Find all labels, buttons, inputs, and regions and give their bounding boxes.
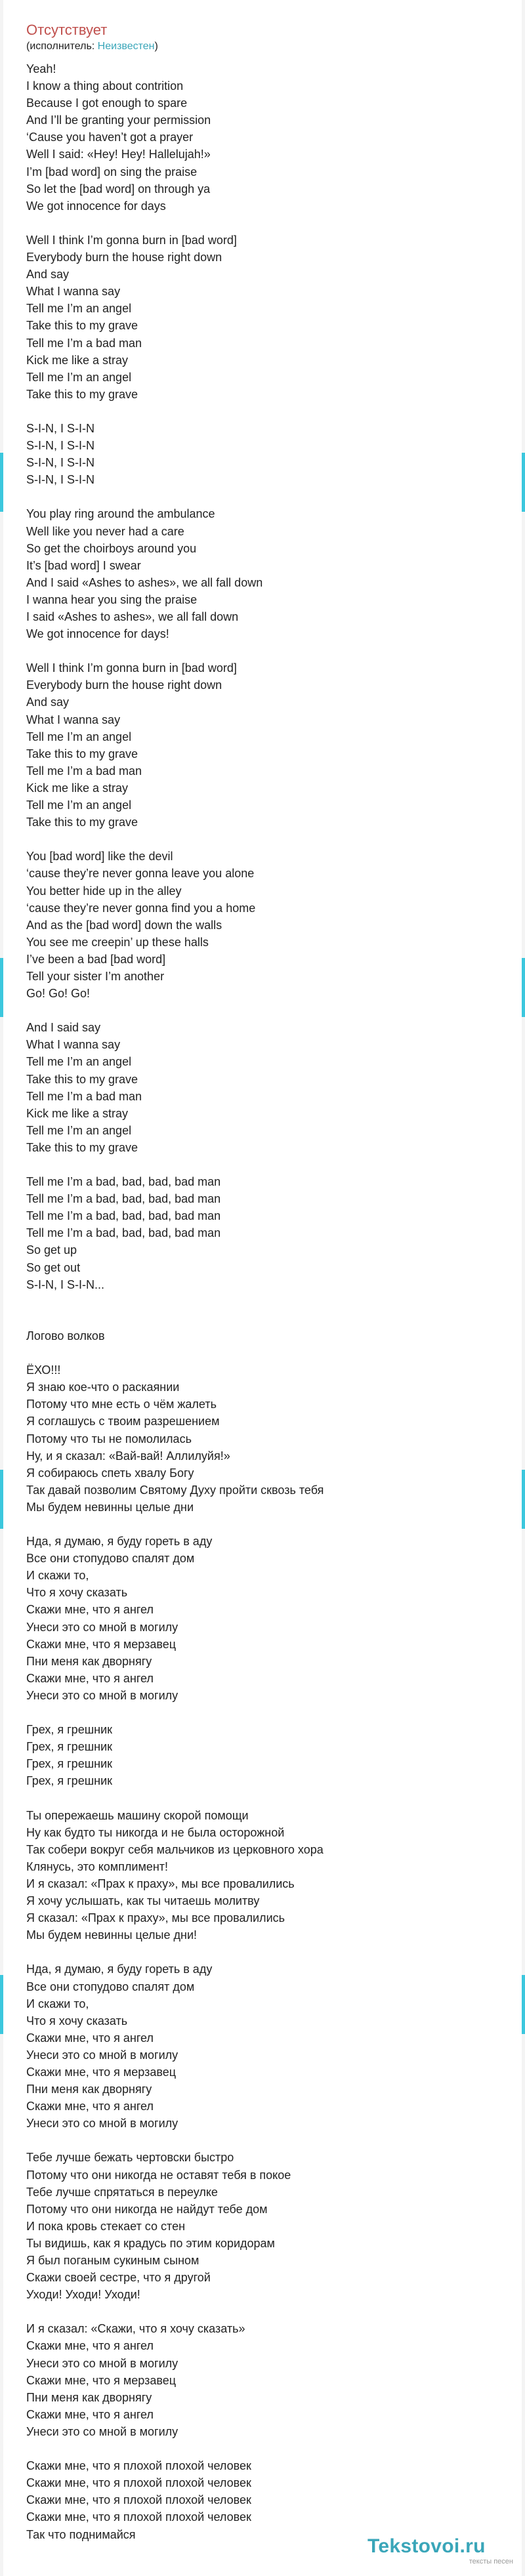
lyrics-text [26,60,486,2543]
lyric-line: Я знаю кое-что о раскаянии [26,1381,180,1394]
lyric-line [26,1943,486,1961]
lyric-line: Well I said: «Hey! Hey! Hallelujah!» [26,148,211,161]
lyric-line: Так собери вокруг себя мальчиков из церковного хора [26,1842,324,1856]
lyric-line: Tell me I’m an angel [26,1123,132,1137]
lyric-line: Well I think I’m gonna burn in [bad word] [26,661,237,675]
lyric-line [26,1293,486,1310]
credit-suffix: ) [154,41,158,52]
lyric-line: Скажи мне, что я ангел [26,2031,154,2045]
lyric-line: Well I think I’m gonna burn in [bad word] [26,233,237,247]
lyric-line: Kick me like a stray [26,781,129,795]
lyric-line: Унеси это со мной в могилу [26,1688,178,1702]
lyric-line: What I wanna say [26,1038,121,1052]
lyric-line: It’s [bad word] I swear [26,558,141,572]
lyric-line: So get the choirboys around you [26,541,197,555]
lyric-line: И я сказал: «Прах к праху», мы все провалились [26,1877,295,1890]
lyric-line: I’ve been a bad [bad word] [26,952,166,966]
decorative-stripe [522,1470,525,1529]
lyric-line: Что я хочу сказать [26,1586,128,1600]
lyric-line: Tell me I’m an angel [26,370,132,384]
lyric-line: Ну, и я сказал: «Вай-вай! Аллилуйя!» [26,1449,230,1463]
lyric-line: Скажи мне, что я плохой плохой человек [26,2493,251,2507]
lyric-line: Скажи мне, что я мерзавец [26,2065,177,2079]
lyric-line [26,2303,486,2320]
lyric-line [26,1344,486,1361]
lyric-line: Что я хочу сказать [26,2014,128,2027]
lyric-line: Унеси это со мной в могилу [26,2356,178,2370]
decorative-stripe [522,1975,525,2034]
lyric-line: Well like you never had a care [26,524,184,538]
song-title: Отсутствует [26,22,108,38]
artist-link[interactable]: Неизвестен [97,41,155,52]
lyric-line: You play ring around the ambulance [26,507,215,521]
lyric-line: And say [26,268,70,281]
lyric-line: Тебе лучше бежать чертовски быстро [26,2151,234,2165]
decorative-stripe [0,958,3,1017]
lyric-line: Скажи мне, что я плохой плохой человек [26,2476,251,2490]
decorative-stripe [0,453,3,512]
lyric-line: And as the [bad word] down the walls [26,918,222,932]
lyric-line: Потому что мне есть о чём жалеть [26,1398,217,1411]
lyric-line [26,831,486,848]
artist-credit [26,39,486,54]
lyric-line [26,1516,486,1533]
lyric-line: Tell your sister I’m another [26,969,165,983]
lyric-line: Так что поднимайся [26,2527,136,2541]
lyric-line: We got innocence for days [26,199,166,213]
lyric-line: I wanna hear you sing the praise [26,592,198,606]
lyric-line: Скажи мне, что я мерзавец [26,2373,177,2387]
lyric-line: Kick me like a stray [26,1106,129,1120]
lyric-line: И скажи то, [26,1997,89,2010]
lyric-line: Take this to my grave [26,387,138,401]
lyric-line: Take this to my grave [26,747,138,760]
lyric-line: Go! Go! Go! [26,987,91,1001]
lyric-line: And I said «Ashes to ashes», we all fall down [26,575,263,589]
lyric-line: Я хочу услышать, как ты читаешь молитву [26,1894,260,1908]
left-margin-bar [0,0,3,2576]
lyric-line: Пни меня как дворнягу [26,1654,152,1668]
lyric-line: Tell me I’m a bad man [26,764,142,778]
lyrics-page [26,21,486,2543]
lyric-line: Ну как будто ты никогда и не была осторожной [26,1825,285,1839]
lyric-line: Скажи мне, что я ангел [26,1671,154,1685]
lyric-line: И скажи то, [26,1569,89,1583]
lyric-line: Tell me I’m an angel [26,1055,132,1069]
lyric-line: Everybody burn the house right down [26,251,222,264]
lyric-line: So get up [26,1243,77,1257]
lyric-line: Tell me I’m an angel [26,730,132,743]
lyric-line: Грех, я грешник [26,1774,113,1788]
lyric-line: Tell me I’m an angel [26,302,132,316]
lyric-line [26,403,486,420]
lyric-line: Грех, я грешник [26,1723,113,1737]
lyric-line: Грех, я грешник [26,1757,113,1771]
lyric-line: Я соглашусь с твоим разрешением [26,1415,220,1428]
lyric-line: Нда, я думаю, я буду гореть в аду [26,1963,213,1976]
decorative-stripe [0,1975,3,2034]
lyric-line: Потому что они никогда не оставят тебя в покое [26,2168,291,2182]
lyric-line: Пни меня как дворнягу [26,2083,152,2096]
lyric-line: I know a thing about contrition [26,79,184,93]
lyric-line: You better hide up in the alley [26,884,182,898]
lyric-line: You see me creepin’ up these halls [26,935,209,949]
lyric-line: Take this to my grave [26,816,138,829]
lyric-line: And I’ll be granting your permission [26,114,211,127]
lyric-line: S-I-N, I S-I-N [26,473,94,487]
lyric-line: ЁХО!!! [26,1363,61,1377]
lyric-line [26,1002,486,1019]
lyric-line: Yeah! [26,62,56,75]
lyric-line: Kick me like a stray [26,353,129,367]
lyric-line: Everybody burn the house right down [26,678,222,692]
lyric-line: Скажи своей сестре, что я другой [26,2271,211,2285]
lyric-line: Я сказал: «Прах к праху», мы все провалились [26,1911,285,1925]
lyric-line: Все они стопудово спалят дом [26,1552,195,1566]
decorative-stripe [522,453,525,512]
lyric-line: Ты опережаешь машину скорой помощи [26,1808,249,1822]
lyric-line: Я был поганым сукиным сыном [26,2254,200,2267]
lyric-line: Tell me I’m a bad, bad, bad, bad man [26,1175,221,1189]
lyric-line: Уходи! Уходи! Уходи! [26,2288,140,2302]
lyric-line: ‘cause they’re never gonna find you a home [26,901,256,915]
lyric-line: I’m [bad word] on sing the praise [26,165,198,178]
lyric-line: Tell me I’m a bad man [26,1089,142,1103]
lyric-line: ‘cause they’re never gonna leave you alone [26,867,255,881]
lyric-line: Все они стопудово спалят дом [26,1980,195,1993]
lyric-line [26,215,486,232]
lyric-line: Take this to my grave [26,1140,138,1154]
lyric-line: И я сказал: «Скажи, что я хочу сказать» [26,2322,245,2336]
lyric-line: Скажи мне, что я ангел [26,2407,154,2421]
lyric-line: Тебе лучше спрятаться в переулке [26,2185,218,2199]
lyric-line [26,488,486,505]
decorative-stripe [522,958,525,1017]
lyric-line: Скажи мне, что я мерзавец [26,1637,177,1651]
lyric-line: Ты видишь, как я крадусь по этим коридорам [26,2236,275,2250]
lyric-line: Пни меня как дворнягу [26,2390,152,2404]
lyric-line: So let the [bad word] on through ya [26,182,211,196]
lyric-line: Скажи мне, что я ангел [26,2339,154,2353]
lyric-line: Tell me I’m a bad man [26,336,142,350]
lyric-line: Нда, я думаю, я буду гореть в аду [26,1535,213,1548]
lyric-line: I said «Ashes to ashes», we all fall down [26,610,239,623]
lyric-line: ‘Cause you haven’t got a prayer [26,131,194,144]
lyric-line: You [bad word] like the devil [26,850,173,863]
lyric-line: Скажи мне, что я ангел [26,1603,154,1617]
lyric-line [26,1310,486,1327]
lyric-line: Tell me I’m a bad, bad, bad, bad man [26,1192,221,1206]
lyric-line: We got innocence for days! [26,627,169,641]
lyric-line: What I wanna say [26,713,121,726]
lyric-line: And say [26,696,70,709]
lyric-line [26,2132,486,2149]
site-logo[interactable] [368,2535,518,2572]
lyric-line: Унеси это со мной в могилу [26,1620,178,1634]
lyric-line: S-I-N, I S-I-N [26,439,94,453]
lyric-line: Take this to my grave [26,1072,138,1086]
lyric-line: Мы будем невинны целые дни [26,1500,194,1514]
lyric-line: S-I-N, I S-I-N... [26,1278,104,1291]
lyric-line: S-I-N, I S-I-N [26,421,94,435]
lyric-line: Потому что ты не помолилась [26,1432,192,1445]
lyric-line: Скажи мне, что я плохой плохой человек [26,2510,251,2524]
lyric-line: Скажи мне, что я плохой плохой человек [26,2459,251,2473]
lyric-line: Tell me I’m an angel [26,799,132,812]
lyric-line: Клянусь, это комплимент! [26,1859,169,1873]
lyric-line: Унеси это со мной в могилу [26,2048,178,2062]
lyric-line [26,2440,486,2457]
lyric-line [26,642,486,659]
lyric-line: Логово волков [26,1329,105,1342]
lyric-line: Я собираюсь спеть хвалу Богу [26,1466,194,1480]
right-margin-bar [522,0,525,2576]
lyric-line [26,1156,486,1173]
lyric-line: Унеси это со мной в могилу [26,2117,178,2130]
lyric-line: And I said say [26,1021,101,1035]
lyric-line: Tell me I’m a bad, bad, bad, bad man [26,1226,221,1240]
lyric-line: И пока кровь стекает со стен [26,2219,186,2233]
lyric-line: So get out [26,1260,81,1274]
lyric-line: Мы будем невинны целые дни! [26,1928,197,1942]
credit-prefix: (исполнитель: [26,41,98,52]
lyric-line [26,1704,486,1721]
brand-name: Tekstovoi.ru [368,2535,486,2557]
lyric-line: S-I-N, I S-I-N [26,456,94,470]
lyric-line: Потому что они никогда не найдут тебе дом [26,2202,268,2216]
brand-tagline: тексты песен [469,2558,513,2566]
decorative-stripe [0,1470,3,1529]
lyric-line: Унеси это со мной в могилу [26,2424,178,2438]
lyric-line: Так давай позволим Святому Духу пройти сквозь тебя [26,1483,324,1497]
lyric-line: Грех, я грешник [26,1740,113,1754]
lyric-line: Because I got enough to spare [26,96,188,110]
lyric-line: Скажи мне, что я ангел [26,2100,154,2113]
lyric-line: Tell me I’m a bad, bad, bad, bad man [26,1209,221,1223]
lyric-line: What I wanna say [26,285,121,299]
lyric-line [26,1789,486,1806]
lyric-line: Take this to my grave [26,319,138,333]
